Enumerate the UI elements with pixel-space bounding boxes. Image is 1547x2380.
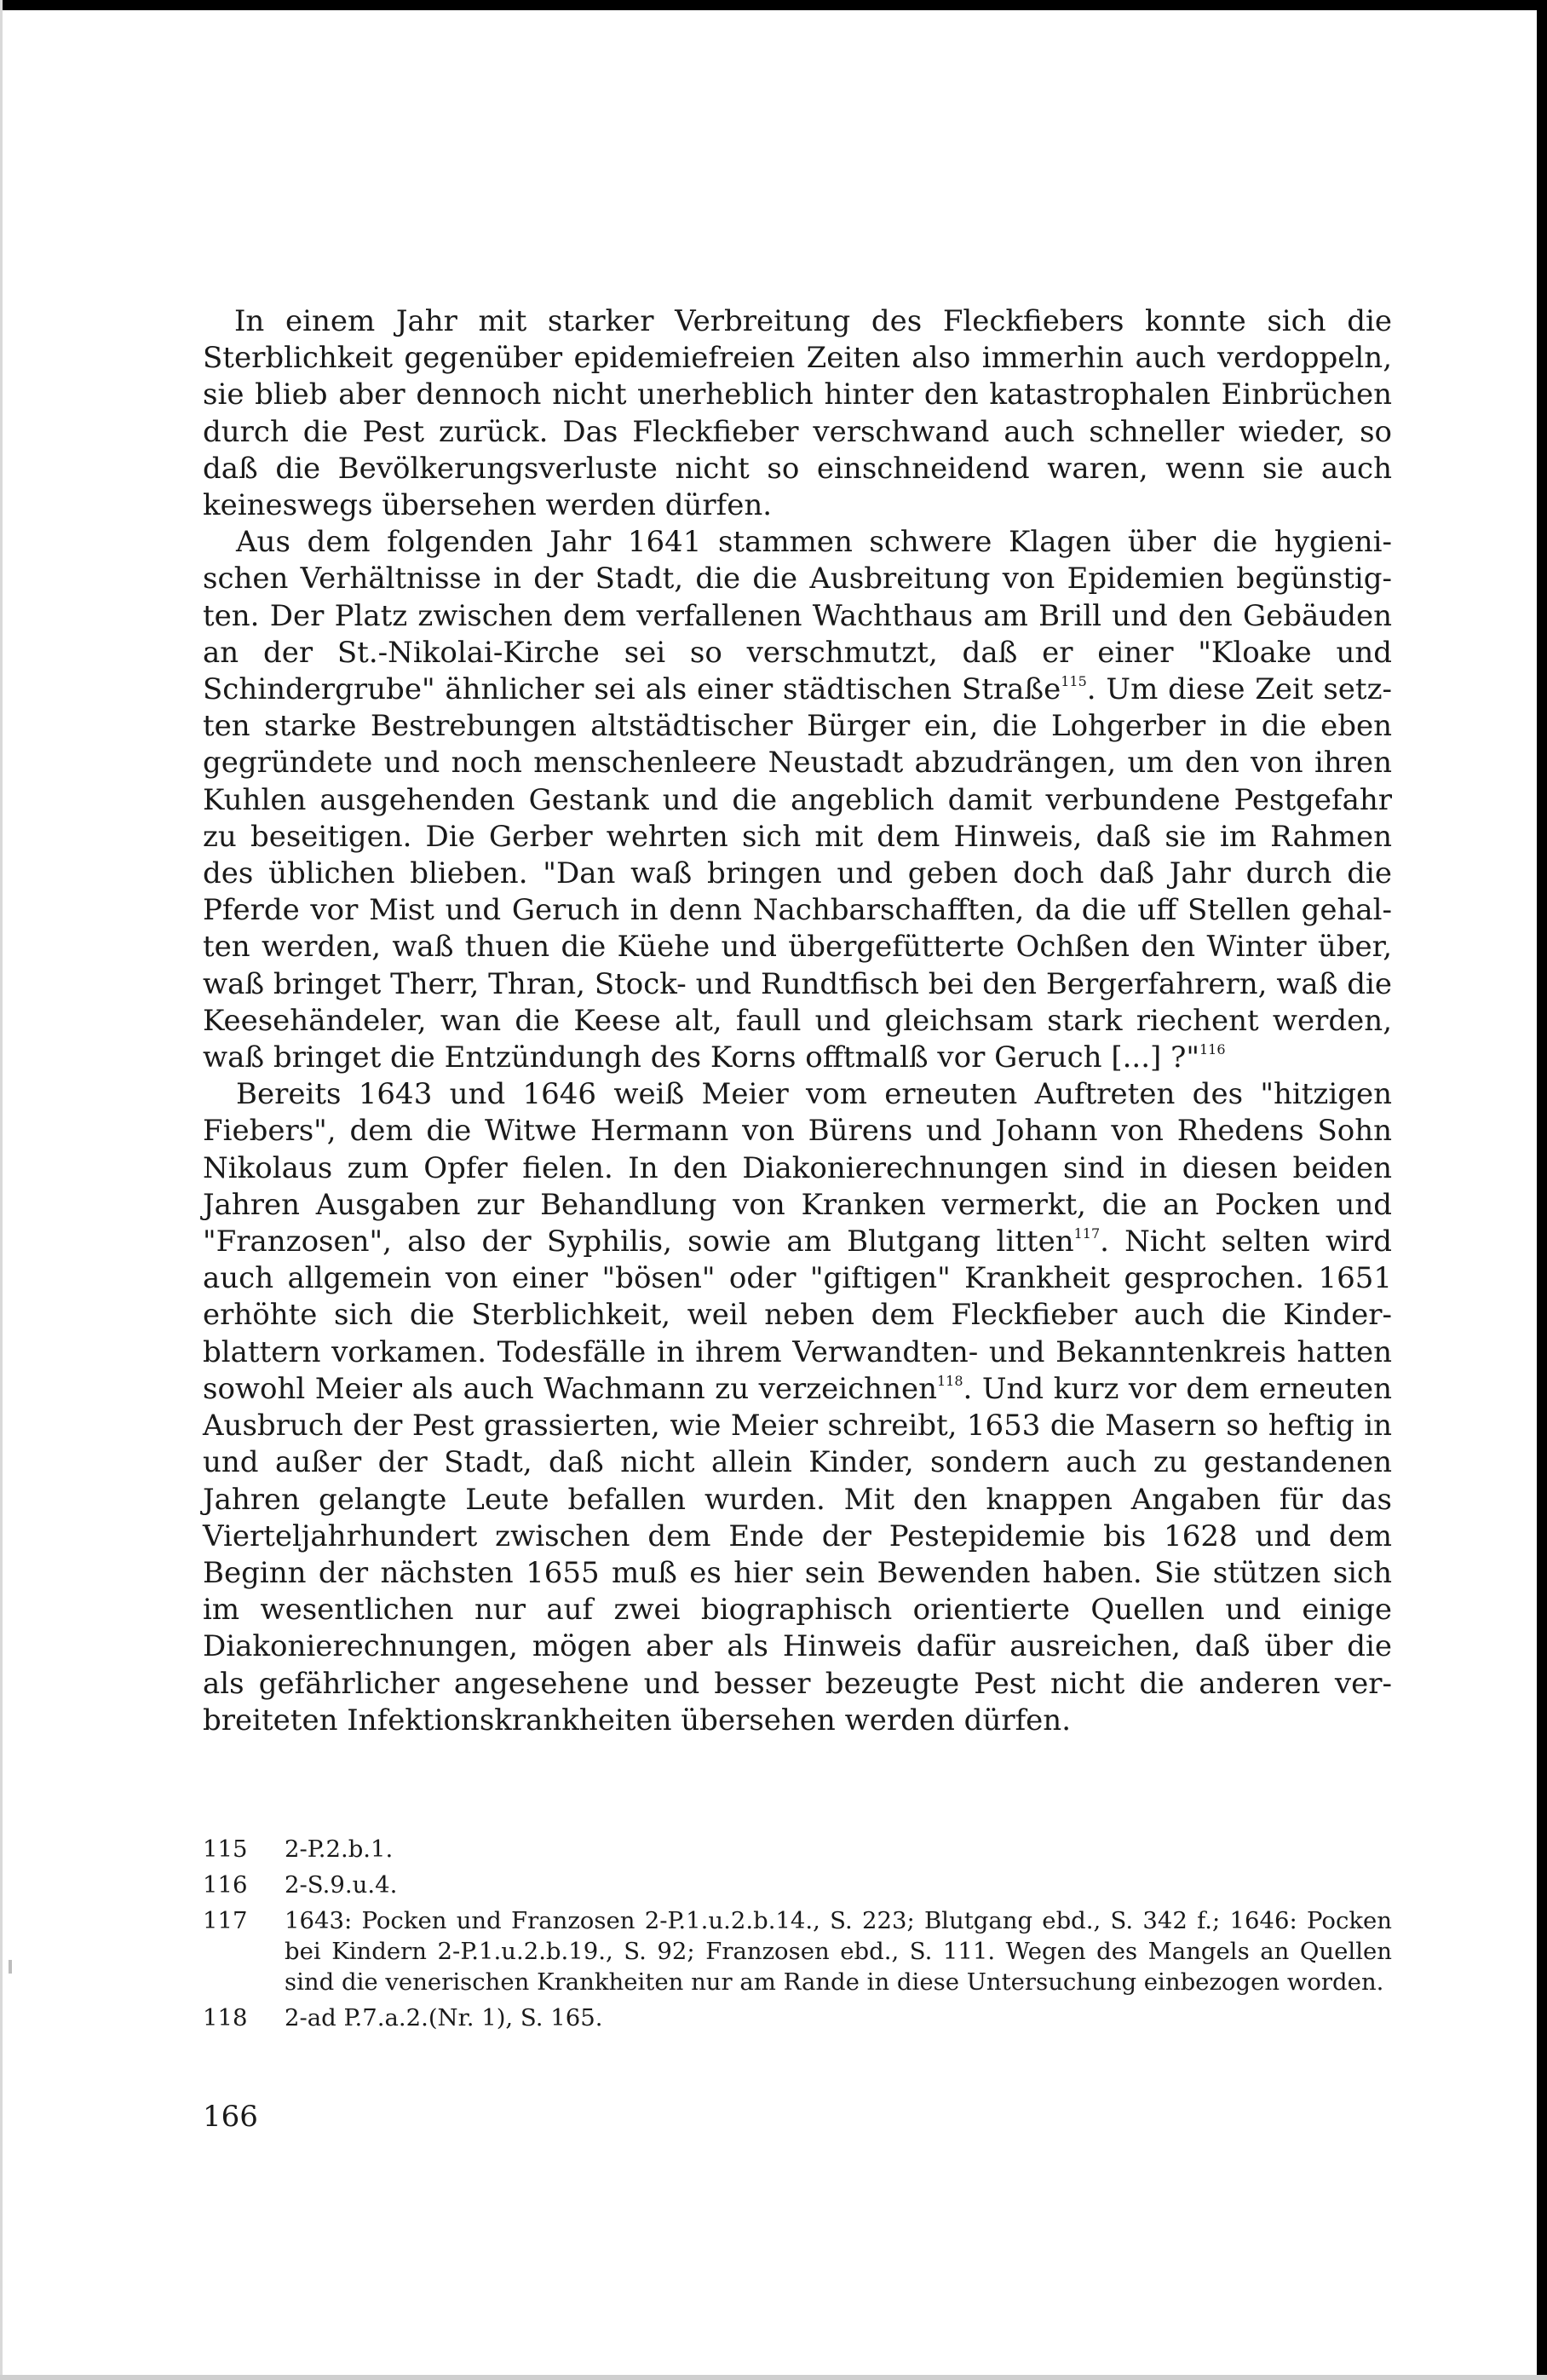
paragraph	[203, 524, 1392, 1076]
paragraph-text: . Nicht selten wird auch allgemein von einer "bösen" oder "giftigen" Krankheit gesprochen. 1651 erhöhte sich die Sterblichkeit, weil neben dem Fleckfieber auch die Kinderblattern vorkamen. Todesfälle in ihrem Verwandten- und Bekanntenkreis hatten sowohl Meier als auch Wachmann zu verzeichnen	[203, 1225, 1393, 1406]
footnote	[203, 2003, 1392, 2033]
footnote-number: 116	[203, 1871, 248, 1899]
footnote-text: 2-P.2.b.1.	[285, 1835, 394, 1863]
footnote-text: 2-ad P.7.a.2.(Nr. 1), S. 165.	[285, 2004, 603, 2031]
scan-border-left	[0, 0, 3, 2380]
scan-border-right	[1537, 0, 1547, 2380]
footnote-number: 115	[203, 1835, 248, 1863]
paragraph	[203, 303, 1392, 524]
paragraph-text: Aus dem folgenden Jahr 1641 stammen schwere Klagen über die hygienischen Verhältnisse in der Stadt, die die Ausbreitung von Epidemien begünstigten. Der Platz zwischen dem verfallenen Wachthaus am Brill und den Gebäuden an der St.-Nikolai-Kirche sei so verschmutzt, daß er einer "Kloake und Schindergrube" ähnlicher sei als einer städtischen Straße	[203, 525, 1392, 707]
footnote-reference: 117	[1073, 1225, 1101, 1242]
footnotes	[203, 1834, 1392, 2038]
paragraph-text: Bereits 1643 und 1646 weiß Meier vom erneuten Auftreten des "hitzigen Fiebers", dem die Witwe Hermann von Bürens und Johann von Rhedens Sohn Nikolaus zum Opfer fielen. In den Diakonierechnungen sind in diesen beiden Jahren Ausgaben zur Behandlung von Kranken vermerkt, die an Pocken und "Franzosen", also der Syphilis, sowie am Blutgang litten	[203, 1077, 1392, 1259]
footnote	[203, 1870, 1392, 1900]
footnote-reference: 116	[1199, 1041, 1226, 1058]
footnote-text: 1643: Pocken und Franzosen 2-P.1.u.2.b.14., S. 223; Blutgang ebd., S. 342 f.; 1646: Pocken bei Kindern 2-P.1.u.2.b.19., S. 92; Franzosen ebd., S. 111. Wegen des Mangels an Quellen sind die venerischen Krankheiten nur am Rande in diese Untersuchung einbezogen worden.	[285, 1907, 1392, 1996]
footnote	[203, 1905, 1392, 1997]
paragraph-text: . Und kurz vor dem erneuten Ausbruch der Pest grassierten, wie Meier schreibt, 1653 die Masern so heftig in und außer der Stadt, daß nicht allein Kinder, sondern auch zu gestandenen Jahren gelangte Leute befallen wurden. Mit den knappen Angaben für das Vierteljahrhundert zwischen dem Ende der Pestepidemie bis 1628 und dem Beginn der nächsten 1655 muß es hier sein Bewenden haben. Sie stützen sich im wesentlichen nur auf zwei biographisch orientierte Quellen und einige Diakonierechnungen, mögen aber als Hinweis dafür ausreichen, daß über die als gefährlicher angesehene und besser bezeugte Pest nicht die anderen verbreiteten Infektionskrankheiten übersehen werden dürfen.	[203, 1371, 1392, 1737]
page-number: 166	[203, 2100, 258, 2134]
footnote-number: 117	[203, 1907, 248, 1934]
paragraph	[203, 1076, 1392, 1739]
footnote-reference: 115	[1061, 673, 1087, 690]
paragraph-text: . Um diese Zeit setzten starke Bestrebungen altstädtischer Bürger ein, die Lohgerber in die eben gegründete und noch menschenleere Neustadt abzudrängen, um den von ihren Kuhlen ausgehenden Gestank und die angeblich damit verbundene Pestgefahr zu beseitigen. Die Gerber wehrten sich mit dem Hinweis, daß sie im Rahmen des üblichen blieben. "Dan waß bringen und geben doch daß Jahr durch die Pferde vor Mist und Geruch in denn Nachbarschafften, da die uff Stellen gehalten werden, waß thuen die Küehe und übergefütterte Ochßen den Winter über, waß bringet Therr, Thran, Stock- und Rundtfisch bei den Bergerfahrern, waß die Keesehändeler, wan die Keese alt, faull und gleichsam stark riechent werden, waß bringet die Entzündungh des Korns offtmalß vor Geruch [...] ?"	[203, 672, 1392, 1075]
scan-border-bottom	[0, 2375, 1547, 2380]
footnote-reference: 118	[936, 1372, 963, 1389]
scan-artifact-mark	[9, 1960, 12, 1974]
footnote-number: 118	[203, 2004, 248, 2031]
footnote-text: 2-S.9.u.4.	[285, 1871, 398, 1899]
body-text	[203, 303, 1392, 1739]
footnote	[203, 1834, 1392, 1864]
paragraph-text: In einem Jahr mit starker Verbreitung des Fleckfiebers konnte sich die Sterblichkeit gegenüber epidemiefreien Zeiten also immerhin auch verdoppeln, sie blieb aber dennoch nicht unerheblich hinter den katastrophalen Einbrüchen durch die Pest zurück. Das Fleckfieber verschwand auch schneller wieder, so daß die Bevölkerungsverluste nicht so einschneidend waren, wenn sie auch keineswegs übersehen werden dürfen.	[203, 304, 1392, 523]
scan-border-top	[0, 0, 1547, 10]
